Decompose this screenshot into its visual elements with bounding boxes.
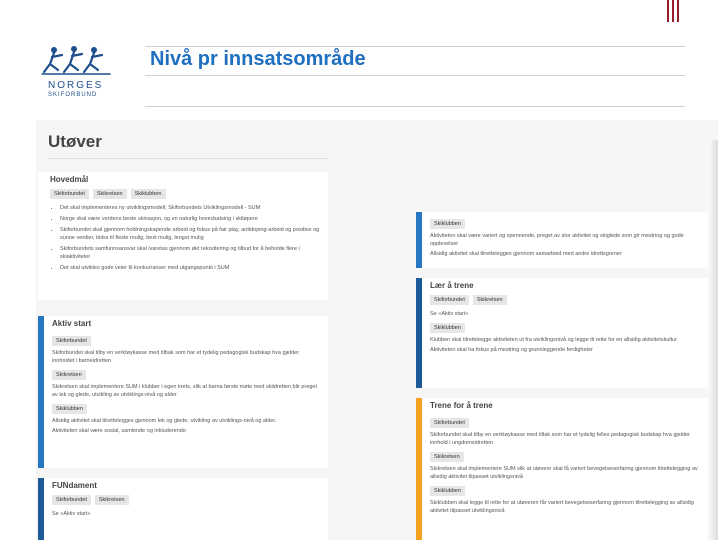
paragraph: Se «Aktiv start» — [430, 311, 469, 317]
hovedmal-section — [38, 172, 328, 300]
paragraph: Skiklubben skal legge til rette for at utøveren får variert bevegelseserfaring gjennom tilrettelegging av allsidig aktivitet tilpasset utviklingsnivå — [430, 500, 694, 514]
tag: Skiforbundet — [50, 189, 89, 199]
tag: Skikretsen — [430, 452, 464, 462]
tag: Skiklubben — [430, 323, 465, 333]
paragraph: Klubben skal tilrettelegge aktiviteten ut fra utviklingsnivå og legge til rette for en allsidig aktivitetskultur — [430, 337, 678, 343]
paragraph: Aktiviteten skal ha fokus på mestring og grunnleggende ferdigheter — [430, 347, 593, 353]
header-rule — [145, 106, 685, 107]
title-top-rule — [145, 46, 685, 47]
tag: Skikretsen — [93, 189, 127, 199]
list-item: • Norge skal være verdens beste skinasjon, og en naturlig hovedsatsing i skiløpere — [60, 215, 320, 223]
paragraph: Aktiviteten skal være sosial, samlende og inkluderende — [52, 428, 186, 434]
paragraph: Skikretsen skal implementere SUM i klubber i egen krets, slik at barna første møte med skiidretten blir preget av lek og glede, utvikling av utviklings-nivå og alder — [52, 384, 318, 398]
tag: Skiklubben — [430, 219, 465, 229]
section-title: Trene for å trene — [430, 401, 493, 410]
tag: Skiforbundet — [430, 418, 469, 428]
right-top-section — [416, 212, 708, 268]
tag: Skiklubben — [131, 189, 166, 199]
tag: Skiforbundet — [430, 295, 469, 305]
section-title: Aktiv start — [52, 319, 92, 328]
paragraph: Skikretsen skal implementere SUM slik at utøvere skal få variert bevegelseserfaring gjennom tilrettelegging av allsidig aktivitet tilpasset utviklingsnivå — [430, 466, 698, 480]
tag: Skiforbundet — [52, 336, 91, 346]
laer-a-trene-section — [416, 278, 708, 388]
corner-decoration — [667, 0, 683, 22]
aktiv-start-section — [38, 316, 328, 468]
section-title: Hovedmål — [50, 175, 89, 184]
title-bottom-rule — [145, 75, 685, 76]
tag: Skikretsen — [95, 495, 129, 505]
page-title: Nivå pr innsatsområde — [150, 48, 366, 70]
paragraph: Allsidig aktivitet skal tilrettelegges gjennom lek og glede, utvikling av utviklings-nivå og alder. — [52, 418, 277, 424]
section-title: FUNdament — [52, 481, 97, 490]
logo-wordmark: NORGES — [48, 80, 104, 91]
tag: Skiklubben — [52, 404, 87, 414]
paragraph: Se «Aktiv start» — [52, 511, 91, 517]
paragraph: Skiforbundet skal tilby en verktøykasse med tiltak som har et tydelig felles pedagogisk budskap hva gjelder innhold i ungdomsidretten — [430, 432, 690, 446]
tag: Skikretsen — [52, 370, 86, 380]
tag: Skikretsen — [473, 295, 507, 305]
list-item: • Skiforbundet skal gjennom holdningskapende arbeid og fokus på fair play, antidoping-arbeid og positive og sunne verdier, bidra til fleste mulig, best mulig, lengst mulig — [60, 226, 320, 242]
section-title: Lær å trene — [430, 281, 474, 290]
list-item: • Det skal utvikles gode veier til konkurranser med utgangspunkt i SUM — [60, 264, 320, 272]
paragraph: Allsidig aktivitet skal tilrettelegges gjennom samarbeid med andre idrettsgrener — [430, 251, 622, 257]
document-image — [36, 120, 718, 540]
document-heading: Utøver — [48, 132, 102, 151]
list-item: • Skiforbundets samfunnsansvar skal ivaretas gjennom økt rekruttering og tilbud for å beholde flere i skiaktiviteter — [60, 245, 320, 261]
list-item: • Det skal implementeres ny utviklingsmodell; Skiforbundets Utviklingsmodell - SUM — [60, 204, 320, 212]
logo-subtitle: SKIFORBUND — [48, 92, 98, 98]
logo — [40, 44, 116, 104]
trene-for-a-trene-section — [416, 398, 708, 540]
paragraph: Aktiviteten skal være variert og spennende, preget av stor aktivitet og skiglede som gir mestring og gode opplevelser — [430, 233, 684, 247]
fundament-section — [38, 478, 328, 540]
tag: Skiklubben — [430, 486, 465, 496]
tag: Skiforbundet — [52, 495, 91, 505]
paragraph: Skiforbundet skal tilby en verktøykasse med tilbak som har et tydelig pedagogisk budskap hva gjelder innholdet i barneidretten — [52, 350, 300, 364]
